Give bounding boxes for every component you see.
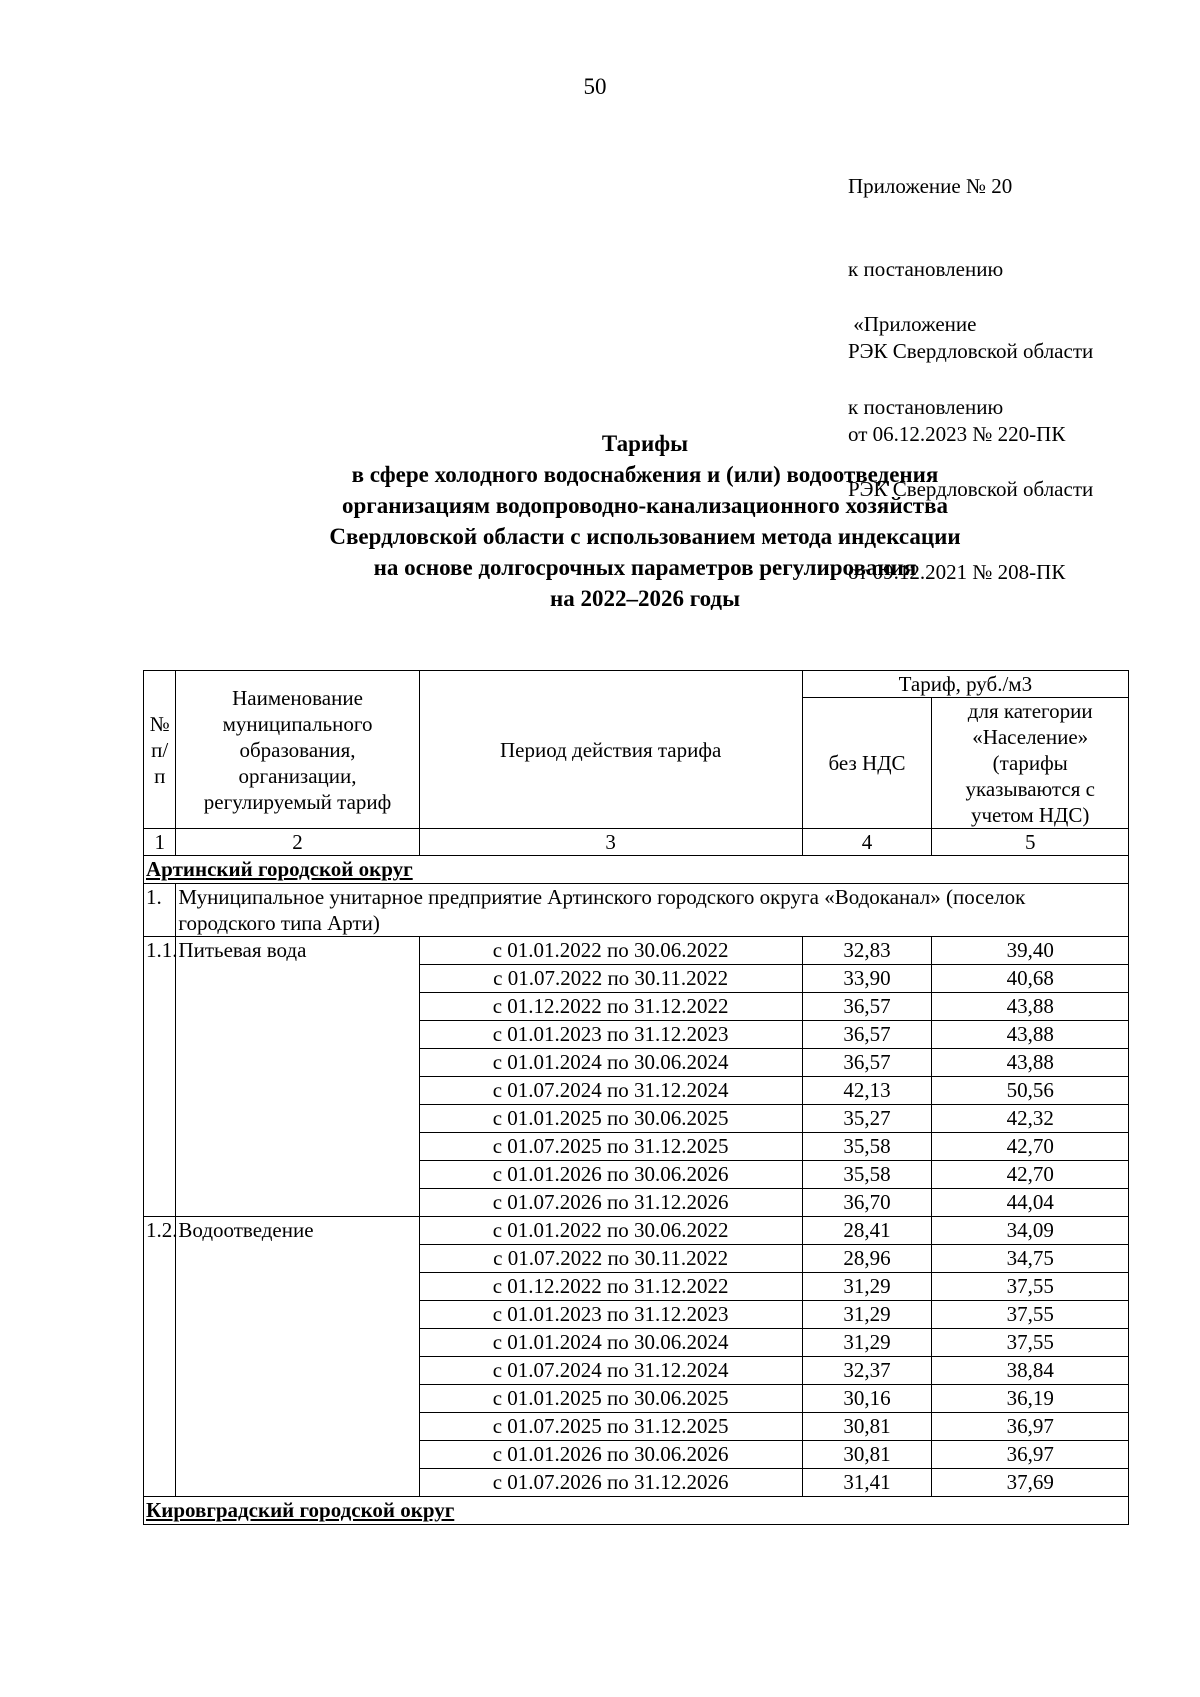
header-name: Наименование муниципального образования, организации, регулируемый тариф — [176, 671, 419, 829]
tariff-without-vat-cell: 30,81 — [802, 1413, 932, 1441]
appendix-line: от 06.12.2023 № 220-ПК — [848, 421, 1066, 446]
tariff-population-cell: 36,19 — [932, 1385, 1129, 1413]
column-number: 4 — [802, 829, 932, 856]
appendix-line: РЭК Свердловской области — [848, 477, 1094, 501]
appendix-line: к постановлению — [848, 394, 1004, 419]
tariff-population-cell: 42,70 — [932, 1133, 1129, 1161]
tariff-population-cell: 42,32 — [932, 1105, 1129, 1133]
tariff-population-cell: 37,69 — [932, 1469, 1129, 1497]
org-name: Муниципальное унитарное предприятие Артинского городского округа «Водоканал» (поселок городского типа Арти) — [176, 884, 1129, 937]
appendix-line: «Приложение — [848, 312, 977, 336]
period-cell: с 01.01.2026 по 30.06.2026 — [419, 1441, 802, 1469]
tariff-without-vat-cell: 31,29 — [802, 1329, 932, 1357]
tariff-without-vat-cell: 30,81 — [802, 1441, 932, 1469]
group-name: Питьевая вода — [176, 937, 419, 1217]
tariff-without-vat-cell: 36,57 — [802, 1021, 932, 1049]
tariff-without-vat-cell: 35,27 — [802, 1105, 932, 1133]
period-cell: с 01.07.2025 по 31.12.2025 — [419, 1133, 802, 1161]
tariff-table — [143, 670, 1129, 1525]
tariff-without-vat-cell: 31,29 — [802, 1273, 932, 1301]
header-tariff: Тариф, руб./м3 — [802, 671, 1128, 698]
tariff-without-vat-cell: 30,16 — [802, 1385, 932, 1413]
column-number: 5 — [932, 829, 1129, 856]
title-line: Свердловской области с использованием метода индексации — [329, 524, 961, 549]
page-number: 50 — [583, 74, 607, 99]
tariff-population-cell: 36,97 — [932, 1441, 1129, 1469]
tariff-without-vat-cell: 32,83 — [802, 937, 932, 965]
tariff-population-cell: 37,55 — [932, 1329, 1129, 1357]
tariff-without-vat-cell: 35,58 — [802, 1133, 932, 1161]
group-name: Водоотведение — [176, 1217, 419, 1497]
section-heading: Кировградский городской округ — [144, 1497, 1129, 1525]
tariff-without-vat-cell: 35,58 — [802, 1161, 932, 1189]
tariff-population-cell: 40,68 — [932, 965, 1129, 993]
appendix-line: от 09.12.2021 № 208-ПК — [848, 559, 1066, 584]
section-heading: Артинский городской округ — [144, 856, 1129, 884]
period-cell: с 01.07.2026 по 31.12.2026 — [419, 1189, 802, 1217]
org-number: 1. — [144, 884, 176, 937]
period-cell: с 01.01.2022 по 30.06.2022 — [419, 1217, 802, 1245]
tariff-row — [144, 1217, 1129, 1245]
appendix-line: Приложение № 20 — [848, 174, 1013, 198]
period-cell: с 01.01.2023 по 31.12.2023 — [419, 1301, 802, 1329]
period-cell: с 01.01.2026 по 30.06.2026 — [419, 1161, 802, 1189]
header-population: для категории «Население» (тарифы указываются с учетом НДС) — [932, 698, 1129, 829]
tariff-without-vat-cell: 36,57 — [802, 993, 932, 1021]
column-number: 1 — [144, 829, 176, 856]
tariff-population-cell: 43,88 — [932, 1021, 1129, 1049]
period-cell: с 01.12.2022 по 31.12.2022 — [419, 993, 802, 1021]
tariff-without-vat-cell: 32,37 — [802, 1357, 932, 1385]
tariff-without-vat-cell: 36,57 — [802, 1049, 932, 1077]
header-period: Период действия тарифа — [419, 671, 802, 829]
period-cell: с 01.07.2025 по 31.12.2025 — [419, 1413, 802, 1441]
tariff-population-cell: 37,55 — [932, 1273, 1129, 1301]
tariff-without-vat-cell: 28,96 — [802, 1245, 932, 1273]
tariff-population-cell: 34,75 — [932, 1245, 1129, 1273]
period-cell: с 01.01.2023 по 31.12.2023 — [419, 1021, 802, 1049]
tariff-population-cell: 37,55 — [932, 1301, 1129, 1329]
period-cell: с 01.01.2024 по 30.06.2024 — [419, 1329, 802, 1357]
header-no: № п/п — [144, 671, 176, 829]
period-cell: с 01.01.2024 по 30.06.2024 — [419, 1049, 802, 1077]
column-number: 2 — [176, 829, 419, 856]
period-cell: с 01.07.2024 по 31.12.2024 — [419, 1077, 802, 1105]
title-line: организациям водопроводно-канализационного хозяйства — [341, 493, 949, 518]
title-line: на основе долгосрочных параметров регулирования — [373, 555, 917, 580]
period-cell: с 01.07.2022 по 30.11.2022 — [419, 1245, 802, 1273]
tariff-population-cell: 38,84 — [932, 1357, 1129, 1385]
period-cell: с 01.07.2026 по 31.12.2026 — [419, 1469, 802, 1497]
document-title — [0, 428, 1200, 614]
header-without-vat: без НДС — [802, 698, 932, 829]
title-line: в сфере холодного водоснабжения и (или) водоотведения — [351, 462, 939, 487]
period-cell: с 01.01.2022 по 30.06.2022 — [419, 937, 802, 965]
tariff-population-cell: 50,56 — [932, 1077, 1129, 1105]
tariff-without-vat-cell: 31,41 — [802, 1469, 932, 1497]
column-number: 3 — [419, 829, 802, 856]
tariff-population-cell: 39,40 — [932, 937, 1129, 965]
group-number: 1.1. — [144, 937, 176, 1217]
tariff-population-cell: 36,97 — [932, 1413, 1129, 1441]
tariff-population-cell: 43,88 — [932, 993, 1129, 1021]
tariff-without-vat-cell: 28,41 — [802, 1217, 932, 1245]
tariff-without-vat-cell: 31,29 — [802, 1301, 932, 1329]
title-line: Тарифы — [601, 431, 689, 456]
period-cell: с 01.07.2022 по 30.11.2022 — [419, 965, 802, 993]
period-cell: с 01.12.2022 по 31.12.2022 — [419, 1273, 802, 1301]
group-number: 1.2. — [144, 1217, 176, 1497]
period-cell: с 01.07.2024 по 31.12.2024 — [419, 1357, 802, 1385]
title-line: на 2022–2026 годы — [549, 586, 741, 611]
tariff-without-vat-cell: 33,90 — [802, 965, 932, 993]
tariff-population-cell: 42,70 — [932, 1161, 1129, 1189]
tariff-population-cell: 43,88 — [932, 1049, 1129, 1077]
appendix-line: к постановлению — [848, 256, 1004, 281]
tariff-row — [144, 937, 1129, 965]
tariff-without-vat-cell: 42,13 — [802, 1077, 932, 1105]
tariff-without-vat-cell: 36,70 — [802, 1189, 932, 1217]
tariff-population-cell: 44,04 — [932, 1189, 1129, 1217]
period-cell: с 01.01.2025 по 30.06.2025 — [419, 1385, 802, 1413]
tariff-population-cell: 34,09 — [932, 1217, 1129, 1245]
appendix-line: РЭК Свердловской области — [848, 339, 1094, 363]
period-cell: с 01.01.2025 по 30.06.2025 — [419, 1105, 802, 1133]
